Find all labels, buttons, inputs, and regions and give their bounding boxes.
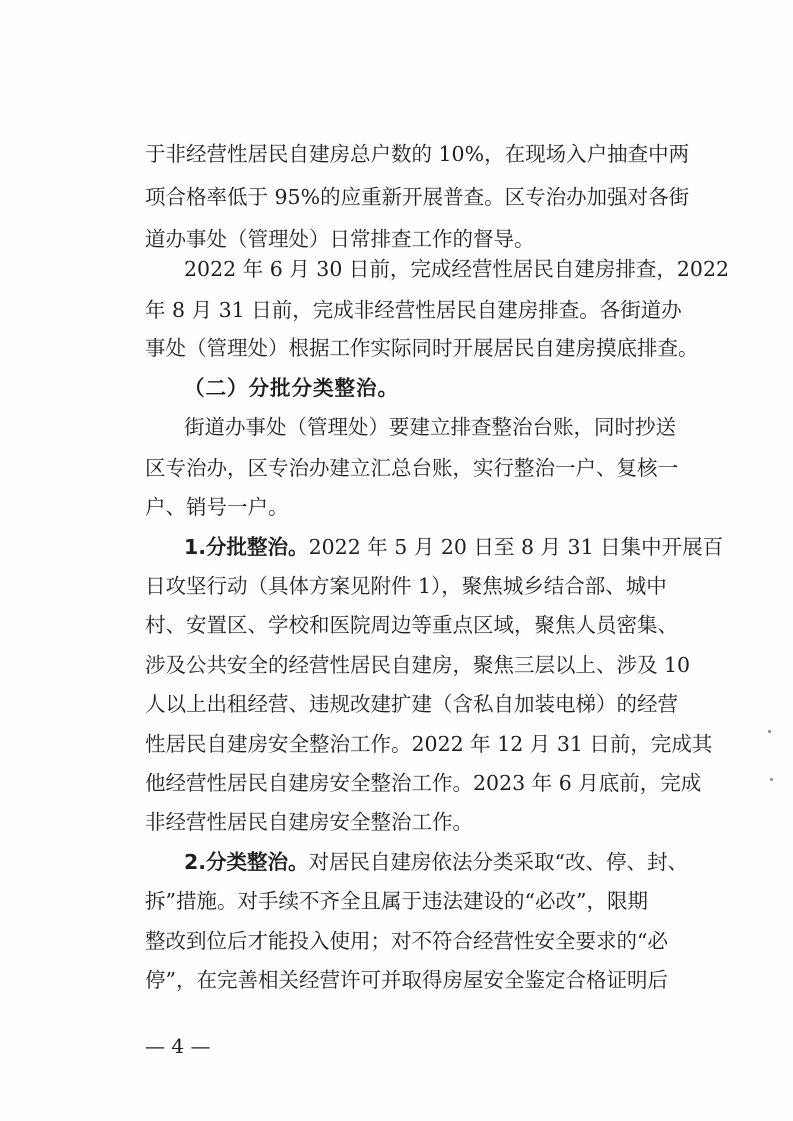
page-number: — 4 —: [145, 1034, 211, 1058]
body-line: 区专治办，区专治办建立汇总台账，实行整治一户、复核一: [145, 456, 678, 480]
body-line: 他经营性居民自建房安全整治工作。2023 年 6 月底前，完成: [145, 771, 702, 795]
body-line: 项合格率低于 95%的应重新开展普查。区专治办加强对各街: [145, 185, 690, 209]
body-line: 日攻坚行动（具体方案见附件 1），聚焦城乡结合部、城中: [145, 574, 667, 598]
body-line: 街道办事处（管理处）要建立排查整治台账，同时抄送: [184, 415, 676, 439]
body-line: 事处（管理处）根据工作实际同时开展居民自建房摸底排查。: [145, 336, 699, 360]
section-heading: （二）分批分类整治。: [184, 376, 399, 400]
item-text: 2022 年 5 月 20 日至 8 月 31 日集中开展百: [308, 535, 724, 559]
body-line: 停”，在完善相关经营许可并取得房屋安全鉴定合格证明后: [145, 968, 668, 992]
body-line: 整改到位后才能投入使用；对不符合经营性安全要求的“必: [145, 929, 668, 953]
body-line: 涉及公共安全的经营性居民自建房，聚焦三层以上、涉及 10: [145, 653, 691, 677]
body-line-first: [184, 842, 689, 882]
body-line: 性居民自建房安全整治工作。2022 年 12 月 31 日前，完成其: [145, 732, 713, 756]
body-line: 人以上出租经营、违规改建扩建（含私自加装电梯）的经营: [145, 692, 678, 716]
body-line: 户、销号一户。: [145, 495, 289, 519]
body-line: 于非经营性居民自建房总户数的 10%，在现场入户抽查中两: [145, 142, 690, 166]
body-line: 年 8 月 31 日前，完成非经营性居民自建房排查。各街道办: [145, 298, 682, 322]
body-line-first: [184, 527, 724, 567]
body-line: 非经营性居民自建房安全整治工作。: [145, 810, 473, 834]
item-lead-1: 1.分批整治。: [184, 535, 309, 559]
scan-speck: [770, 778, 773, 781]
item-text: 对居民自建房依法分类采取“改、停、封、: [308, 850, 689, 874]
body-line: 村、安置区、学校和医院周边等重点区域，聚焦人员密集、: [145, 613, 678, 637]
body-line: 拆”措施。对手续不齐全且属于违法建设的“必改”，限期: [145, 889, 648, 913]
body-line: 道办事处（管理处）日常排查工作的督导。: [145, 227, 535, 251]
scan-speck: [768, 730, 771, 733]
body-line: 2022 年 6 月 30 日前，完成经营性居民自建房排查，2022: [184, 257, 730, 281]
item-lead-2: 2.分类整治。: [184, 850, 309, 874]
